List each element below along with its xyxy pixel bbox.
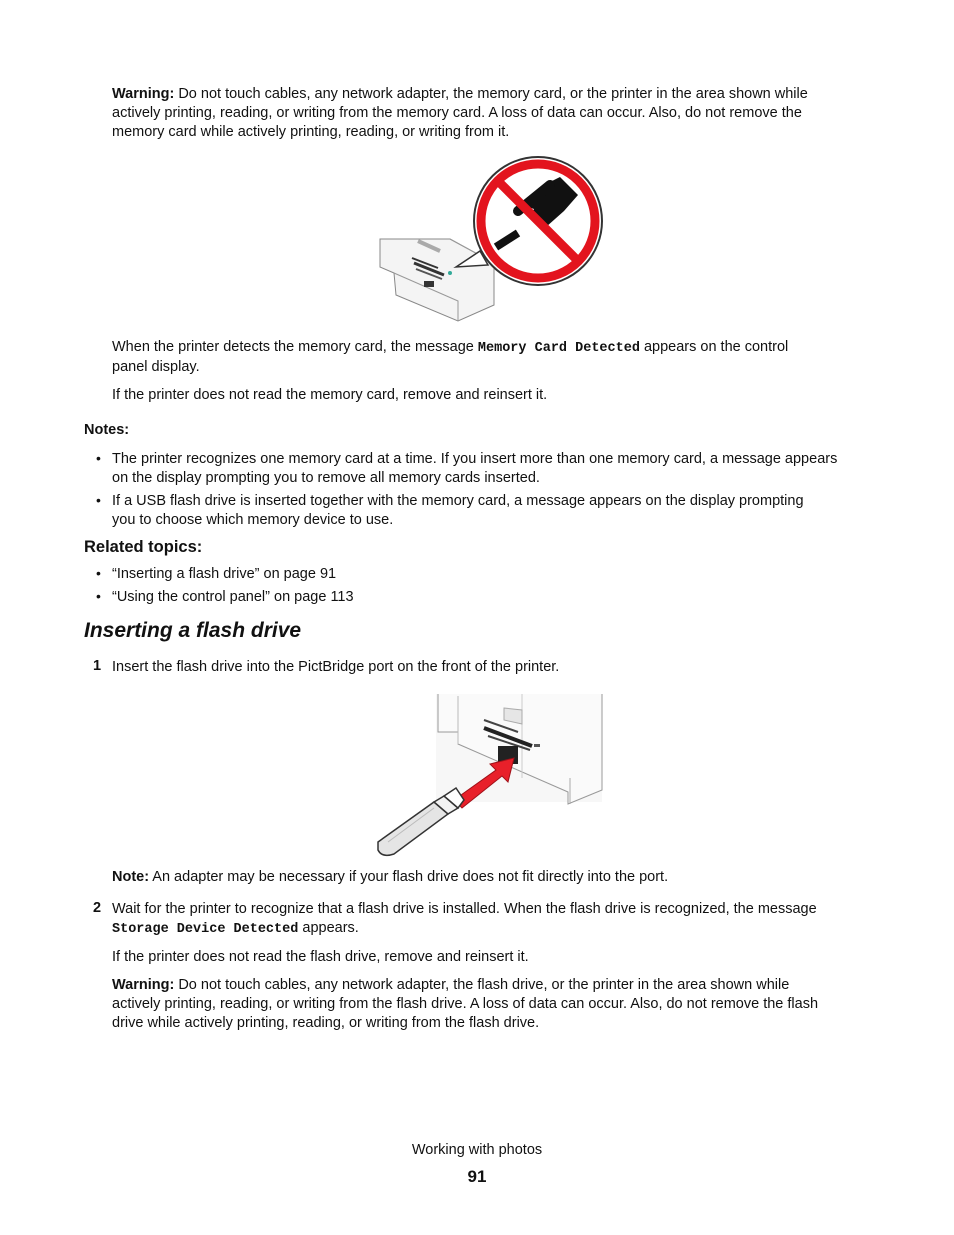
warning-text-line: Do not touch cables, any network adapter, the memory card, or the printer in the area shown while [178, 86, 808, 102]
reinsert-drive-text: If the printer does not read the flash drive, remove and reinsert it. [112, 949, 529, 965]
step-number: 1 [93, 658, 102, 674]
bullet-icon: • [96, 588, 101, 604]
page-number: 91 [467, 1167, 487, 1186]
note-label: Note: [112, 869, 150, 885]
step-text-line: Wait for the printer to recognize that a flash drive is installed. When the flash drive is recognized, the message [112, 901, 817, 917]
bullet-icon: • [96, 450, 101, 466]
notes-heading: Notes: [84, 422, 130, 438]
detect-text: appears on the control [643, 339, 789, 355]
warning-label: Warning: [112, 977, 175, 993]
message-code: Memory Card Detected [477, 341, 640, 356]
related-topics-heading: Related topics: [84, 538, 203, 556]
warning-label: Warning: [112, 86, 175, 102]
detect-text: When the printer detects the memory card, the message [112, 339, 474, 355]
warning-text-line: actively printing, reading, or writing from the flash drive. A loss of data can occur. Also, do not remove the flash [112, 996, 819, 1012]
warning-text-line: drive while actively printing, reading, or writing from the flash drive. [112, 1015, 540, 1031]
warning-text-line: actively printing, reading, or writing from the memory card. A loss of data can occur. Also, do not remove the [112, 105, 802, 121]
flash-drive-insert-illustration [372, 692, 604, 858]
adapter-note [112, 868, 668, 887]
note-text: If a USB flash drive is inserted together with the memory card, a message appears on the display prompting [112, 493, 804, 509]
related-link-inserting-flash-drive[interactable]: “Inserting a flash drive” on page 91 [112, 566, 337, 582]
note-text: you to choose which memory device to use. [112, 512, 394, 528]
step-number: 2 [93, 900, 102, 916]
section-title: Inserting a flash drive [84, 619, 302, 642]
warning-flash-drive [112, 976, 892, 1033]
reinsert-card-text: If the printer does not read the memory card, remove and reinsert it. [112, 387, 548, 403]
bullet-icon: • [96, 492, 101, 508]
footer-section-name: Working with photos [411, 1142, 543, 1158]
related-link-using-control-panel[interactable]: “Using the control panel” on page 113 [112, 589, 354, 605]
no-touch-memory-card-illustration [378, 155, 608, 325]
bullet-icon: • [96, 565, 101, 581]
warning-memory-card [112, 85, 892, 142]
note-text: on the display prompting you to remove all memory cards inserted. [112, 470, 540, 486]
note-text: The printer recognizes one memory card at a time. If you insert more than one memory card, a message appears [112, 451, 838, 467]
warning-text-line: Do not touch cables, any network adapter, the flash drive, or the printer in the area shown while [178, 977, 790, 993]
step-text [112, 900, 892, 939]
message-code: Storage Device Detected [112, 922, 299, 937]
warning-text-line: memory card while actively printing, reading, or writing from it. [112, 124, 510, 140]
step-text: Insert the flash drive into the PictBridge port on the front of the printer. [112, 659, 560, 675]
step-text-line: appears. [302, 920, 359, 936]
detect-paragraph [112, 338, 892, 377]
note-item [112, 492, 892, 530]
note-text: An adapter may be necessary if your flash drive does not fit directly into the port. [152, 869, 669, 885]
note-item [112, 450, 892, 488]
detect-text: panel display. [112, 359, 200, 375]
